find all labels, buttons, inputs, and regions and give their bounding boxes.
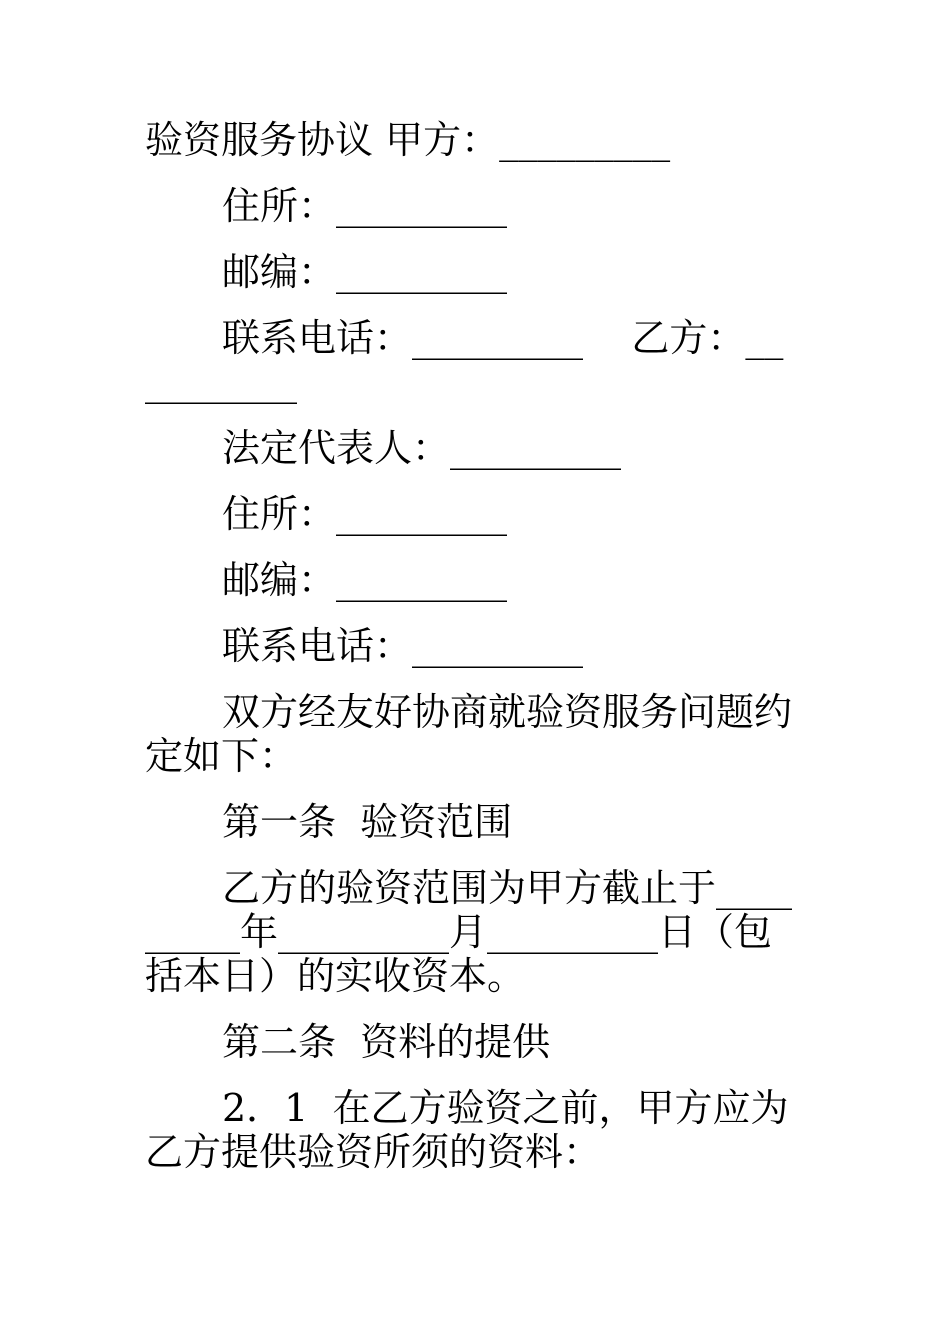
party-b-phone: 联系电话：_________ — [222, 624, 584, 668]
article-2-title: 第二条 资料的提供 — [222, 1020, 551, 1064]
party-b-legal-rep: 法定代表人：_________ — [222, 426, 622, 470]
article-2-1: 2．1 在乙方验资之前，甲方应为乙方提供验资所须的资料： — [145, 1086, 789, 1174]
party-b-postcode: 邮编：_________ — [222, 558, 508, 602]
article-1-body: 乙方的验资范围为甲方截止于_________年_________月_________日（包括本日）的实收资本。 — [145, 866, 793, 998]
article-1-title: 第一条 验资范围 — [222, 800, 513, 844]
intro-paragraph: 双方经友好协商就验资服务问题约定如下： — [145, 690, 793, 778]
document-page — [145, 118, 797, 1174]
party-a-address: 住所：_________ — [222, 184, 508, 228]
party-b-address: 住所：_________ — [222, 492, 508, 536]
title-line: 验资服务协议 甲方：_________ — [145, 118, 671, 162]
party-a-postcode: 邮编：_________ — [222, 250, 508, 294]
party-a-phone-party-b: 联系电话：_________ 乙方：__________ — [145, 316, 784, 404]
